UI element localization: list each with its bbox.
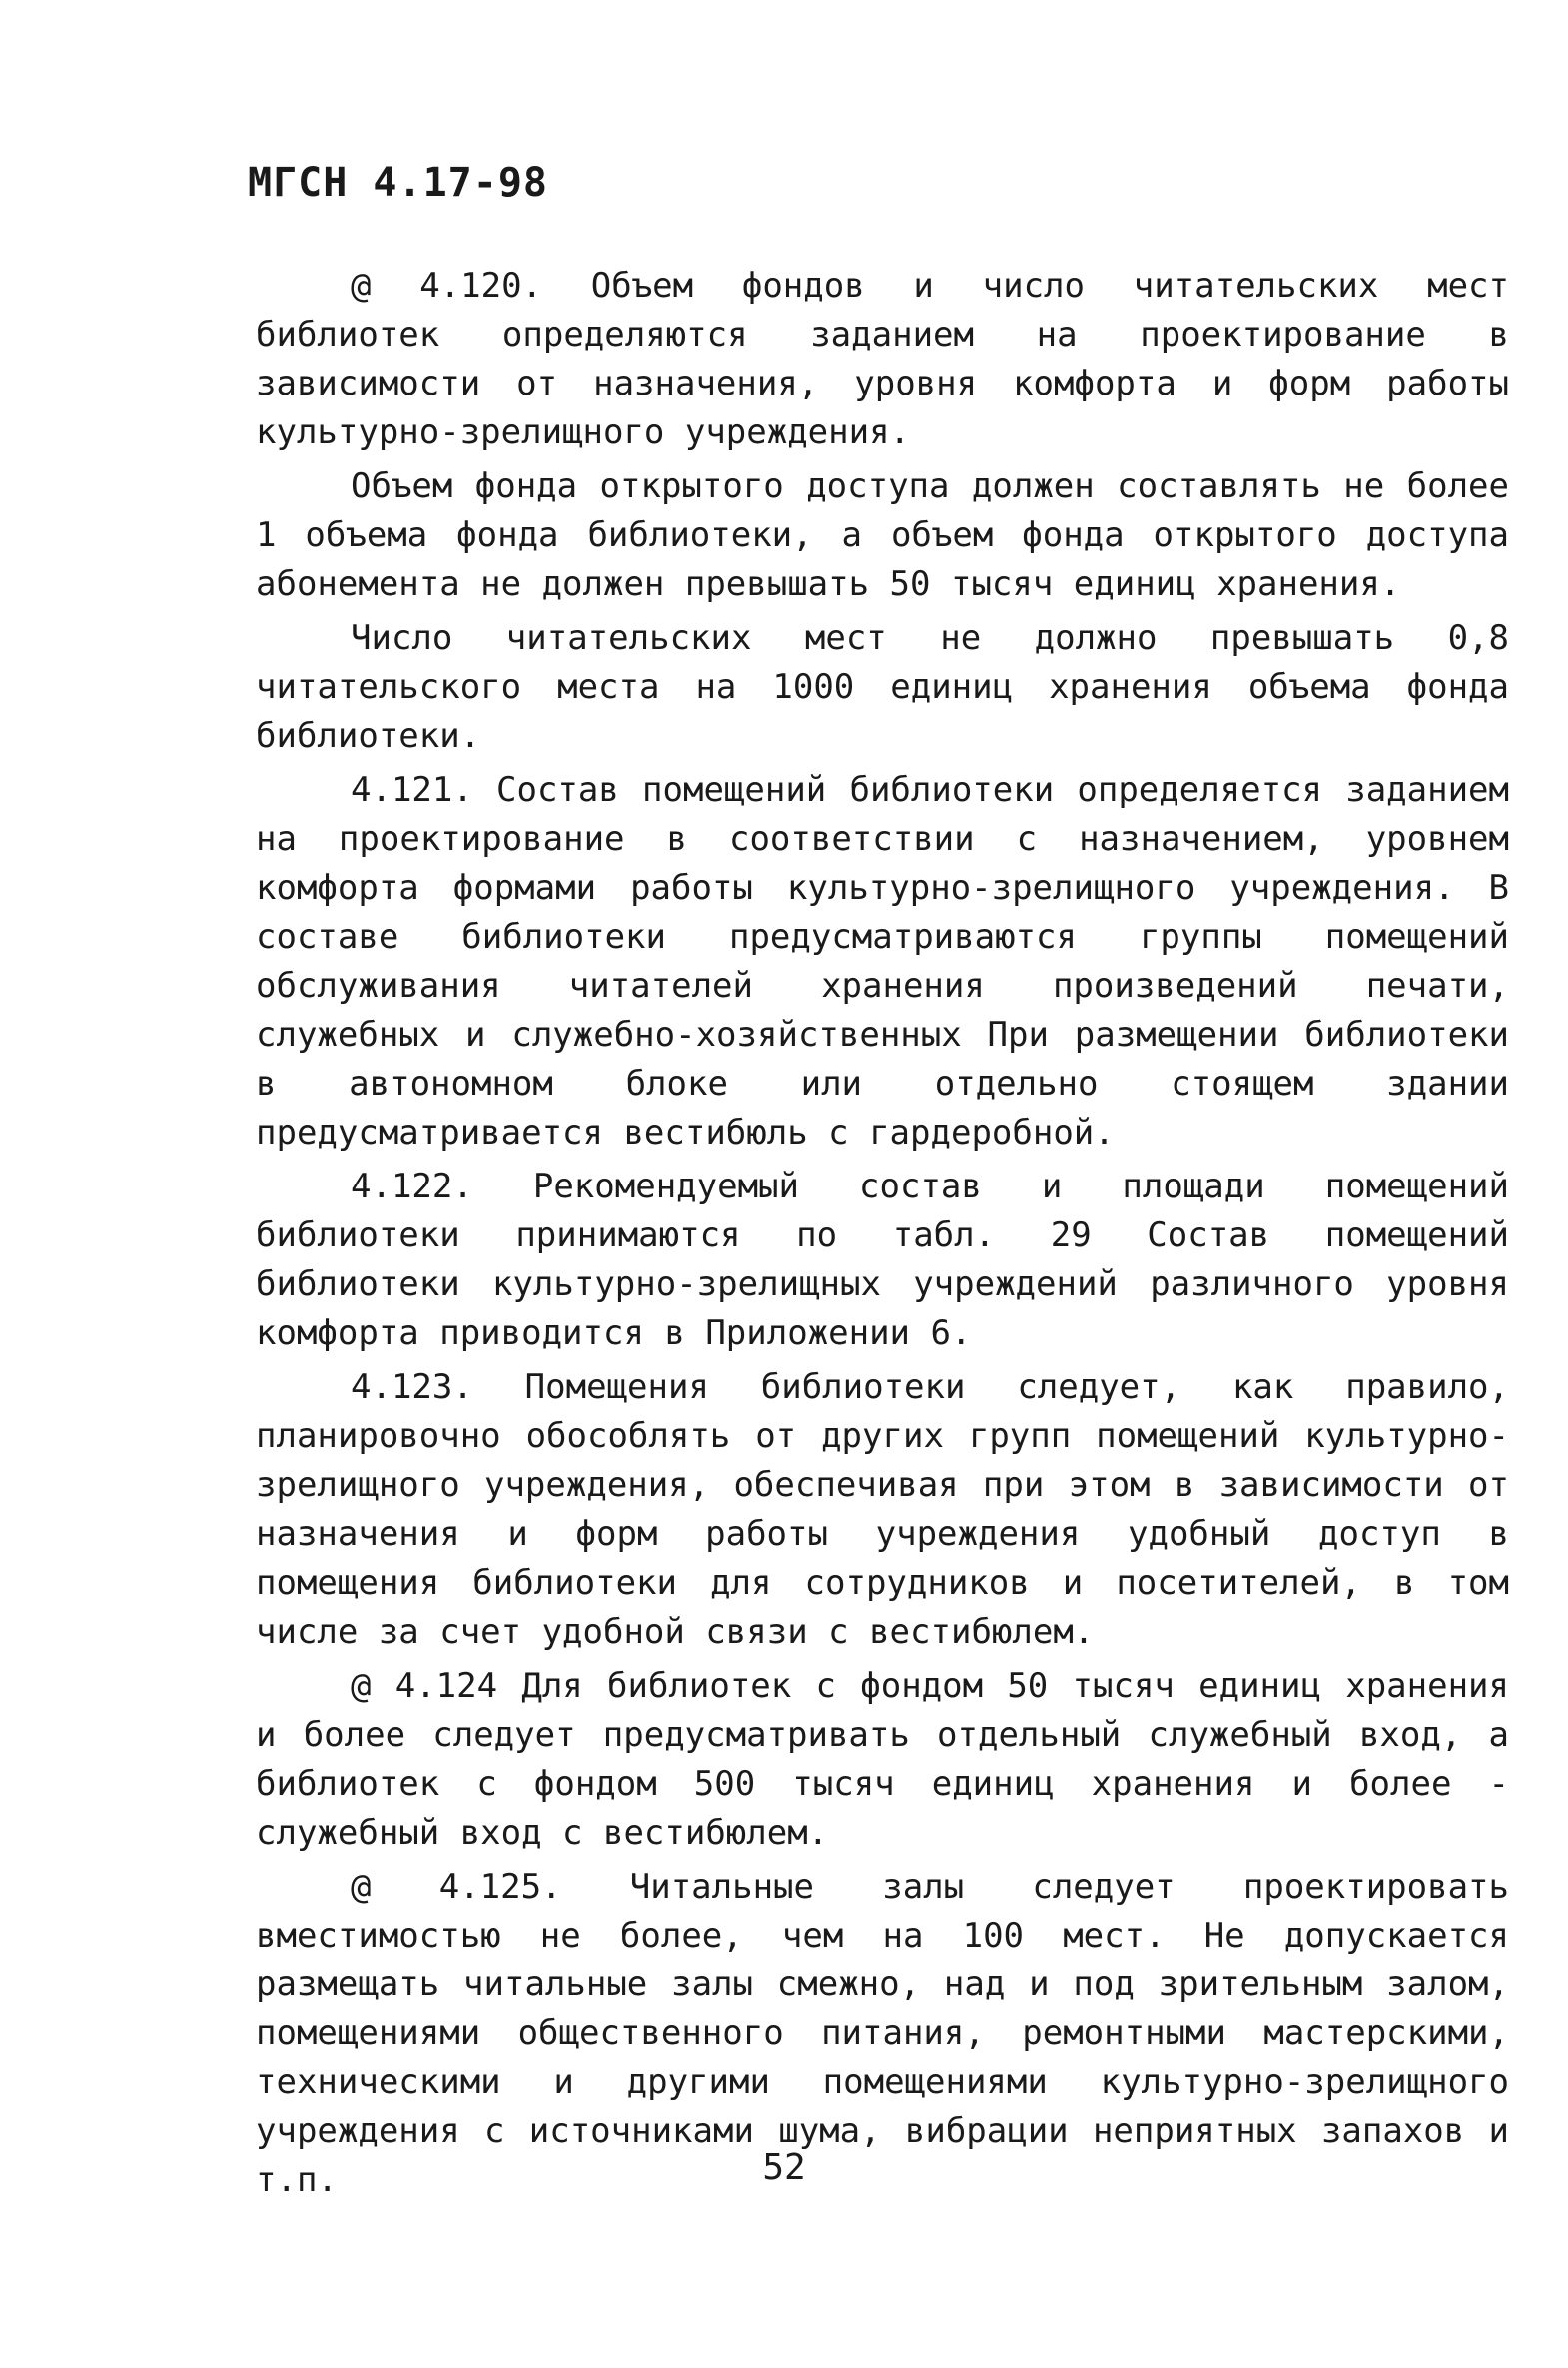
paragraph-4-125: @ 4.125. Читальные залы следует проектировать вместимостью не более, чем на 100 мест. Не допускается размещать читальные залы смежно, над и под зрительным залом, помещениями общественного питания, ремонтными мастерскими, техническими и другими помещениями культурно-зрелищного учреждения с источниками шума, вибрации неприятных запахов и т.п.: [256, 1867, 1509, 2200]
paragraph-4-121: 4.121. Состав помещений библиотеки определяется заданием на проектирование в соответствии с назначением, уровнем комфорта формами работы культурно-зрелищного учреждения. В составе библиотеки предусматриваются группы помещений обслуживания читателей хранения произведений печати, служебных и служебно-хозяйственных При размещении библиотеки в автономном блоке или отдельно стоящем здании предусматривается вестибюль с гардеробной.: [256, 770, 1509, 1153]
paragraph-open-access-fund: Объем фонда открытого доступа должен составлять не более 1 объема фонда библиотеки, а объем фонда открытого доступа абонемента не должен превышать 50 тысяч единиц хранения.: [256, 466, 1509, 604]
paragraph-4-124: @ 4.124 Для библиотек с фондом 50 тысяч единиц хранения и более следует предусматривать отдельный служебный вход, а библиотек с фондом 500 тысяч единиц хранения и более - служебный вход с вестибюлем.: [256, 1666, 1509, 1853]
document-header: МГСН 4.17-98: [248, 160, 548, 206]
paragraph-4-123: 4.123. Помещения библиотеки следует, как правило, планировочно обособлять от других групп помещений культурно-зрелищного учреждения, обеспечивая при этом в зависимости от назначения и форм работы учреждения удобный доступ в помещения библиотеки для сотрудников и посетителей, в том числе за счет удобной связи с вестибюлем.: [256, 1367, 1509, 1652]
paragraph-4-122: 4.122. Рекомендуемый состав и площади помещений библиотеки принимаются по табл. 29 Состав помещений библиотеки культурно-зрелищных учреждений различного уровня комфорта приводится в Приложении 6.: [256, 1167, 1509, 1353]
paragraph-4-120: @ 4.120. Объем фондов и число читательских мест библиотек определяются заданием на проектирование в зависимости от назначения, уровня комфорта и форм работы культурно-зрелищного учреждения.: [256, 266, 1509, 452]
page-number: 52: [762, 2147, 806, 2188]
document-body: [256, 262, 1509, 2210]
paragraph-reader-seats: Число читательских мест не должно превышать 0,8 читательского места на 1000 единиц хранения объема фонда библиотеки.: [256, 618, 1509, 756]
